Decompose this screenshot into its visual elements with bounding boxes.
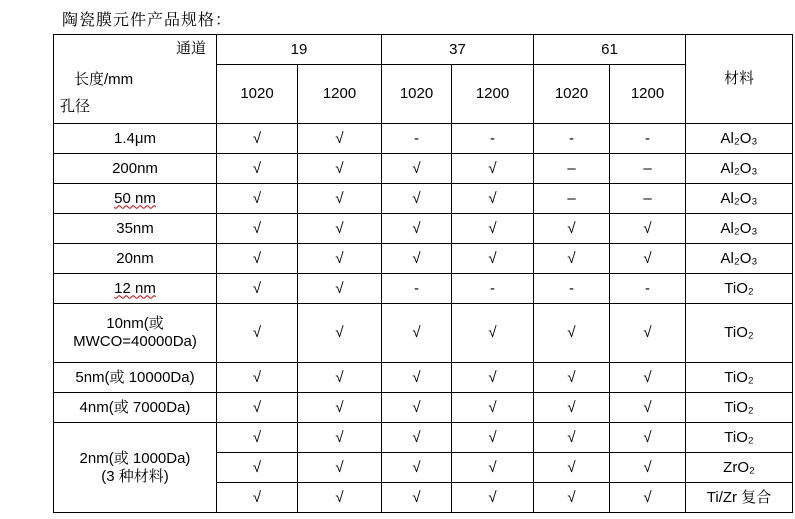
- availability-cell: √: [382, 244, 452, 274]
- availability-cell: √: [382, 304, 452, 363]
- availability-cell: -: [382, 124, 452, 154]
- corner-header: [54, 35, 217, 124]
- table-row: [54, 363, 793, 393]
- length-header: 1200: [610, 65, 686, 124]
- availability-cell: √: [217, 214, 298, 244]
- availability-cell: √: [534, 453, 610, 483]
- pore-size-text: 12 nm: [114, 279, 156, 297]
- availability-cell: √: [534, 244, 610, 274]
- availability-cell: √: [382, 483, 452, 513]
- pore-size-cell: [54, 184, 217, 214]
- availability-cell: √: [452, 304, 534, 363]
- table-row: [54, 274, 793, 304]
- availability-cell: √: [534, 483, 610, 513]
- availability-cell: √: [610, 304, 686, 363]
- availability-cell: √: [298, 304, 382, 363]
- pore-size-text: 35nm: [116, 219, 154, 237]
- length-header: 1020: [217, 65, 298, 124]
- availability-cell: √: [452, 453, 534, 483]
- pore-size-cell: [54, 244, 217, 274]
- material-cell: Al₂O₃: [686, 184, 793, 214]
- availability-cell: √: [217, 154, 298, 184]
- availability-cell: √: [217, 483, 298, 513]
- availability-cell: -: [610, 274, 686, 304]
- availability-cell: –: [610, 154, 686, 184]
- length-header: 1200: [452, 65, 534, 124]
- header-row-channels: [54, 35, 793, 65]
- availability-cell: √: [298, 184, 382, 214]
- table-row: [54, 184, 793, 214]
- availability-cell: √: [298, 154, 382, 184]
- availability-cell: -: [452, 124, 534, 154]
- pore-size-cell: [54, 363, 217, 393]
- material-cell: TiO₂: [686, 393, 793, 423]
- table-row: [54, 423, 793, 453]
- availability-cell: √: [217, 304, 298, 363]
- availability-cell: √: [217, 124, 298, 154]
- availability-cell: √: [534, 304, 610, 363]
- availability-cell: √: [534, 393, 610, 423]
- availability-cell: √: [452, 423, 534, 453]
- availability-cell: √: [534, 363, 610, 393]
- availability-cell: √: [298, 124, 382, 154]
- table-row: [54, 124, 793, 154]
- availability-cell: √: [298, 423, 382, 453]
- pore-size-text: 4nm(或 7000Da): [79, 398, 191, 416]
- availability-cell: √: [217, 274, 298, 304]
- availability-cell: √: [382, 423, 452, 453]
- availability-cell: -: [534, 274, 610, 304]
- channel-header: 37: [382, 35, 534, 65]
- table-row: [54, 304, 793, 363]
- availability-cell: –: [534, 184, 610, 214]
- availability-cell: √: [452, 184, 534, 214]
- material-cell: Al₂O₃: [686, 244, 793, 274]
- table-row: [54, 154, 793, 184]
- availability-cell: √: [382, 184, 452, 214]
- material-cell: TiO₂: [686, 423, 793, 453]
- availability-cell: √: [382, 363, 452, 393]
- availability-cell: √: [217, 184, 298, 214]
- pore-label: 孔径: [60, 98, 91, 115]
- availability-cell: -: [534, 124, 610, 154]
- availability-cell: √: [298, 244, 382, 274]
- material-cell: Al₂O₃: [686, 124, 793, 154]
- availability-cell: √: [452, 214, 534, 244]
- material-cell: TiO₂: [686, 274, 793, 304]
- pore-size-text: 200nm: [112, 159, 158, 177]
- availability-cell: √: [382, 154, 452, 184]
- availability-cell: -: [452, 274, 534, 304]
- length-header: 1020: [534, 65, 610, 124]
- table-row: [54, 244, 793, 274]
- material-header: 材料: [686, 35, 793, 124]
- length-header: 1200: [298, 65, 382, 124]
- material-cell: Al₂O₃: [686, 214, 793, 244]
- availability-cell: √: [452, 393, 534, 423]
- availability-cell: √: [298, 214, 382, 244]
- availability-cell: -: [610, 124, 686, 154]
- channel-header: 61: [534, 35, 686, 65]
- pore-size-text: 10nm(或: [106, 315, 164, 332]
- pore-size-cell: [54, 274, 217, 304]
- table-row: [54, 393, 793, 423]
- pore-size-cell: [54, 304, 217, 363]
- availability-cell: √: [452, 154, 534, 184]
- material-cell: Al₂O₃: [686, 154, 793, 184]
- length-header: 1020: [382, 65, 452, 124]
- availability-cell: √: [217, 423, 298, 453]
- material-cell: TiO₂: [686, 363, 793, 393]
- availability-cell: √: [298, 363, 382, 393]
- pore-size-cell: [54, 423, 217, 513]
- channel-label: 通道: [175, 40, 206, 57]
- availability-cell: √: [610, 214, 686, 244]
- availability-cell: √: [217, 363, 298, 393]
- material-cell: Ti/Zr 复合: [686, 483, 793, 513]
- availability-cell: √: [217, 453, 298, 483]
- availability-cell: √: [298, 483, 382, 513]
- spec-table: [53, 34, 793, 513]
- availability-cell: -: [382, 274, 452, 304]
- pore-size-text: 2nm(或 1000Da): [79, 449, 191, 467]
- pore-size-text-line2: MWCO=40000Da): [73, 333, 197, 350]
- availability-cell: √: [382, 393, 452, 423]
- material-cell: TiO₂: [686, 304, 793, 363]
- availability-cell: √: [382, 453, 452, 483]
- availability-cell: √: [610, 363, 686, 393]
- table-caption: 陶瓷膜元件产品规格：: [62, 12, 233, 29]
- availability-cell: √: [452, 483, 534, 513]
- pore-size-cell: [54, 124, 217, 154]
- pore-size-cell: [54, 393, 217, 423]
- availability-cell: √: [382, 214, 452, 244]
- length-label: 长度/mm: [74, 71, 134, 88]
- availability-cell: –: [610, 184, 686, 214]
- availability-cell: √: [298, 274, 382, 304]
- availability-cell: √: [534, 423, 610, 453]
- pore-size-cell: [54, 214, 217, 244]
- table-row: [54, 214, 793, 244]
- availability-cell: √: [452, 363, 534, 393]
- channel-header: 19: [217, 35, 382, 65]
- pore-size-text: 1.4μm: [114, 129, 156, 147]
- availability-cell: √: [610, 393, 686, 423]
- availability-cell: √: [298, 453, 382, 483]
- availability-cell: √: [217, 393, 298, 423]
- pore-size-text: 5nm(或 10000Da): [75, 368, 195, 386]
- pore-size-text: 20nm: [116, 249, 154, 267]
- pore-size-note: (3 种材料): [101, 467, 169, 485]
- pore-size-text: 50 nm: [114, 189, 156, 207]
- availability-cell: √: [298, 393, 382, 423]
- availability-cell: –: [534, 154, 610, 184]
- availability-cell: √: [610, 453, 686, 483]
- pore-size-cell: [54, 154, 217, 184]
- availability-cell: √: [217, 244, 298, 274]
- availability-cell: √: [452, 244, 534, 274]
- availability-cell: √: [610, 423, 686, 453]
- availability-cell: √: [534, 214, 610, 244]
- availability-cell: √: [610, 244, 686, 274]
- material-cell: ZrO₂: [686, 453, 793, 483]
- availability-cell: √: [610, 483, 686, 513]
